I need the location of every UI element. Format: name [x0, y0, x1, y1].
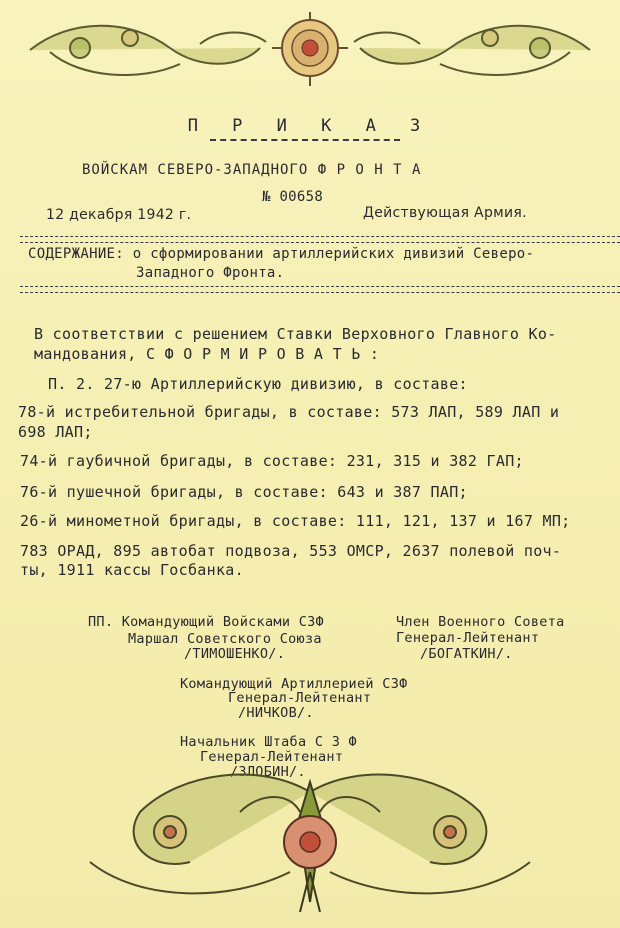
signature-right-name: /БОГАТКИН/. — [420, 646, 513, 662]
signature-left-name: /ТИМОШЕНКО/. — [184, 646, 286, 662]
point-heading: П. 2. 27-ю Артиллерийскую дивизию, в составе: — [48, 375, 468, 393]
document-date: 12 декабря 1942 г. — [46, 207, 192, 223]
content-summary-line1: СОДЕРЖАНИЕ: о сформировании артиллерийских дивизий Северо- — [28, 246, 535, 262]
unit-line: 783 ОРАД, 895 автобат подвоза, 553 ОМСР, 2637 полевой поч- — [20, 542, 562, 560]
signature-mid-title: Командующий Артиллерией СЗФ — [180, 676, 408, 692]
separator-bottom — [20, 286, 620, 293]
document-title: П Р И К А З — [187, 116, 433, 136]
bottom-floral-ornament — [60, 752, 560, 920]
unit-line: 74-й гаубичной бригады, в составе: 231, 315 и 382 ГАП; — [20, 452, 524, 470]
unit-line: 76-й пушечной бригады, в составе: 643 и 387 ПАП; — [20, 483, 468, 501]
top-floral-ornament — [10, 8, 610, 92]
signature-right-title: Член Военного Совета — [396, 614, 565, 630]
separator-top — [20, 236, 620, 243]
signature-bottom-name: /ЗЛОБИН/. — [230, 764, 306, 780]
intro-line2: мандования, С Ф О Р М И Р О В А Т Ь : — [34, 345, 380, 363]
intro-line1: В соответствии с решением Ставки Верховного Главного Ко- — [34, 325, 557, 343]
document-recipient: ВОЙСКАМ СЕВЕРО-ЗАПАДНОГО Ф Р О Н Т А — [82, 162, 422, 178]
signature-bottom-title: Начальник Штаба С З Ф — [180, 734, 357, 750]
order-number: № 00658 — [262, 189, 324, 205]
signature-left-title: ПП. Командующий Войсками СЗФ — [88, 614, 324, 630]
title-underline — [210, 139, 400, 141]
signature-left-rank: Маршал Советского Союза — [128, 631, 322, 647]
signature-mid-name: /НИЧКОВ/. — [238, 705, 314, 721]
signature-bottom-rank: Генерал-Лейтенант — [200, 749, 344, 765]
unit-line: 78-й истребительной бригады, в составе: 573 ЛАП, 589 ЛАП и — [18, 403, 560, 421]
signature-right-rank: Генерал-Лейтенант — [396, 630, 540, 646]
unit-line: 698 ЛАП; — [18, 423, 93, 441]
unit-line: ты, 1911 кассы Госбанка. — [20, 561, 244, 579]
signature-mid-rank: Генерал-Лейтенант — [228, 690, 372, 706]
unit-line: 26-й минометной бригады, в составе: 111, 121, 137 и 167 МП; — [20, 512, 571, 530]
content-summary-line2: Западного Фронта. — [136, 265, 285, 281]
document-place: Действующая Армия. — [363, 205, 527, 221]
